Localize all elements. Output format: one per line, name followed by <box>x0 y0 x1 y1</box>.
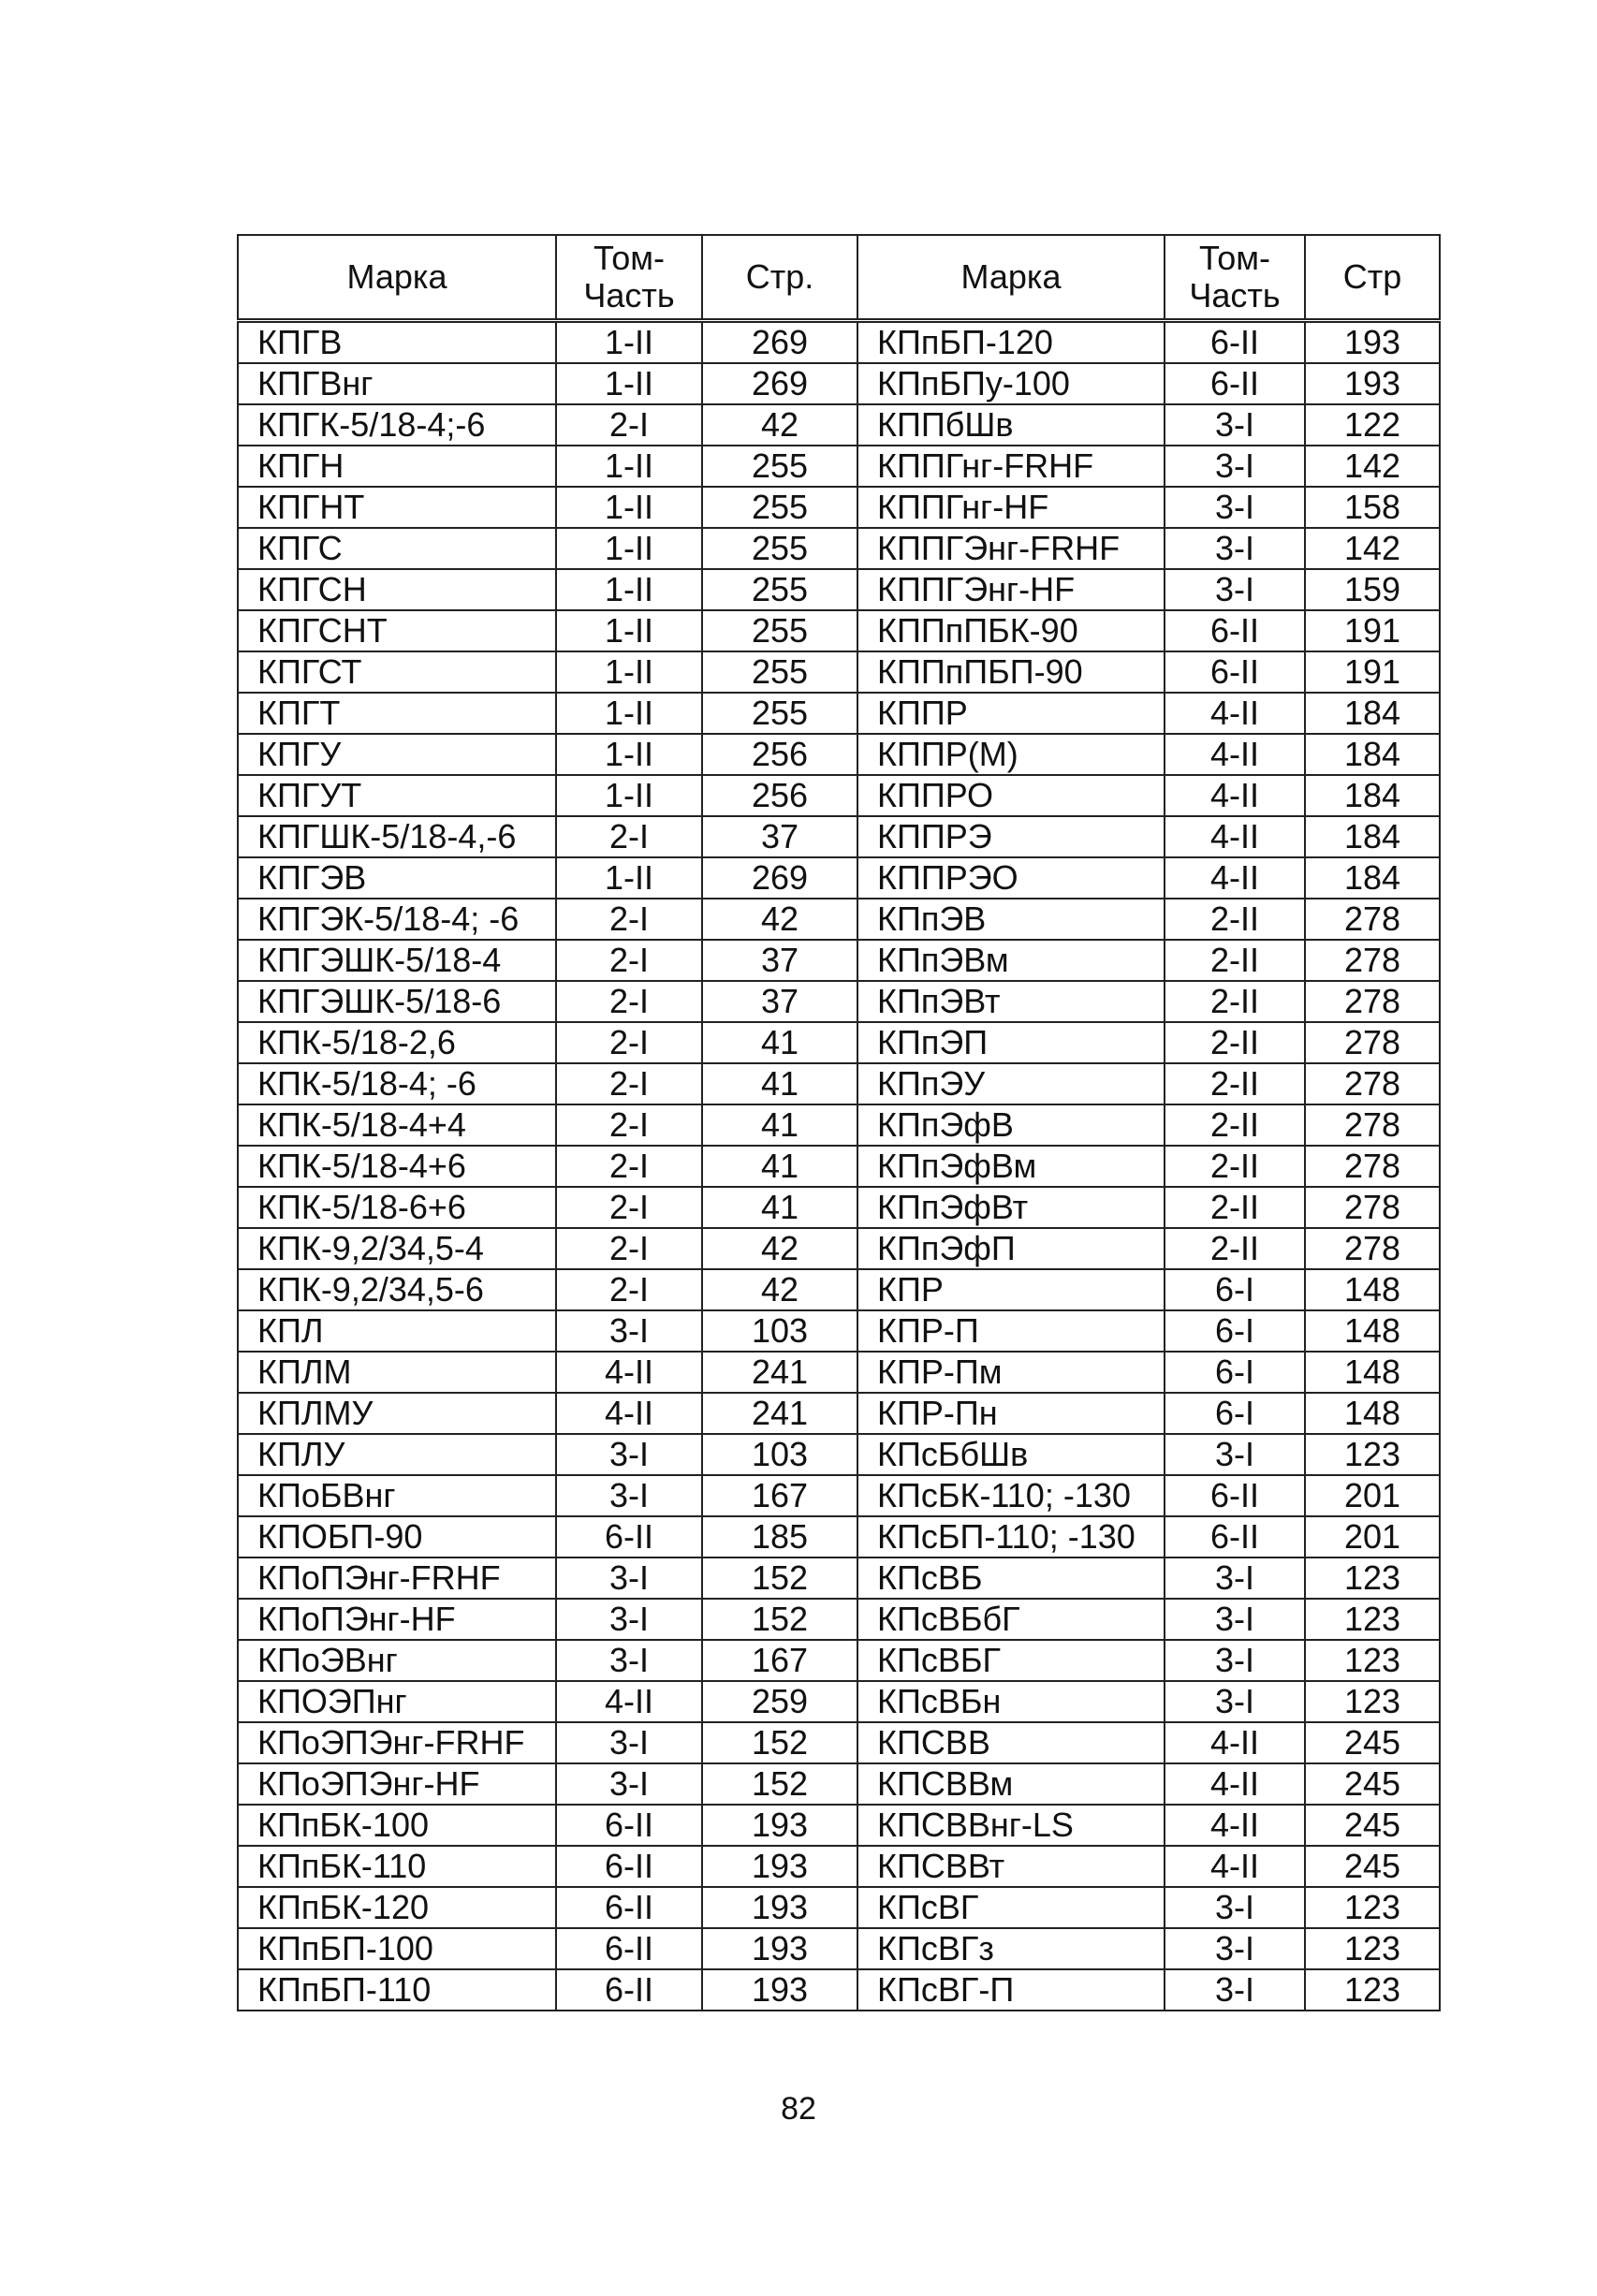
table-row <box>238 1763 1440 1805</box>
cell-page: 256 <box>702 775 857 816</box>
cell-volume-part: 2-II <box>1165 1187 1305 1228</box>
cell-mark: КПК-5/18-4+6 <box>238 1146 556 1187</box>
cell-page: 184 <box>1305 816 1440 857</box>
cell-page: 167 <box>702 1475 857 1516</box>
cell-mark: КПГН <box>238 446 556 487</box>
cell-page: 41 <box>702 1022 857 1063</box>
cell-page: 259 <box>702 1681 857 1722</box>
cell-mark: КПпЭВм <box>857 940 1165 981</box>
cell-page: 123 <box>1305 1434 1440 1475</box>
cell-page: 269 <box>702 363 857 404</box>
cell-page: 41 <box>702 1187 857 1228</box>
table-row <box>238 1063 1440 1104</box>
cell-page: 152 <box>702 1722 857 1763</box>
table-row <box>238 1640 1440 1681</box>
cell-volume-part: 4-II <box>556 1393 702 1434</box>
table-row <box>238 1022 1440 1063</box>
cell-volume-part: 4-II <box>1165 734 1305 775</box>
cell-mark: КПК-5/18-4; -6 <box>238 1063 556 1104</box>
cell-volume-part: 6-II <box>556 1887 702 1928</box>
cell-volume-part: 3-I <box>1165 404 1305 446</box>
cell-page: 245 <box>1305 1722 1440 1763</box>
cell-page: 37 <box>702 816 857 857</box>
cell-volume-part: 3-I <box>1165 1887 1305 1928</box>
cell-mark: КПпБК-100 <box>238 1805 556 1846</box>
cell-mark: КПГНТ <box>238 487 556 528</box>
cell-volume-part: 3-I <box>556 1599 702 1640</box>
cell-mark: КПпБК-110 <box>238 1846 556 1887</box>
header-mark: Марка <box>238 235 556 321</box>
cell-mark: КПГВнг <box>238 363 556 404</box>
cell-volume-part: 6-II <box>556 1969 702 2011</box>
cell-page: 278 <box>1305 1104 1440 1146</box>
cell-mark: КПсВГ <box>857 1887 1165 1928</box>
cell-volume-part: 1-II <box>556 487 702 528</box>
cell-page: 42 <box>702 1228 857 1269</box>
cell-volume-part: 6-I <box>1165 1269 1305 1310</box>
table-row <box>238 1310 1440 1352</box>
cell-page: 152 <box>702 1557 857 1599</box>
cell-page: 123 <box>1305 1599 1440 1640</box>
cell-page: 255 <box>702 528 857 569</box>
cell-page: 193 <box>702 1887 857 1928</box>
cell-mark: КПР-Пн <box>857 1393 1165 1434</box>
cell-volume-part: 1-II <box>556 693 702 734</box>
cell-mark: КПСВВм <box>857 1763 1165 1805</box>
cell-page: 201 <box>1305 1475 1440 1516</box>
cell-page: 193 <box>702 1805 857 1846</box>
table-body <box>238 321 1440 2011</box>
cell-volume-part: 4-II <box>1165 1722 1305 1763</box>
cell-mark: КПК-9,2/34,5-4 <box>238 1228 556 1269</box>
cell-volume-part: 2-I <box>556 1022 702 1063</box>
cell-mark: КПпЭфП <box>857 1228 1165 1269</box>
cell-mark: КПпЭП <box>857 1022 1165 1063</box>
cell-mark: КПсВБбГ <box>857 1599 1165 1640</box>
cell-mark: КПГЭШК-5/18-4 <box>238 940 556 981</box>
cell-mark: КПсВГз <box>857 1928 1165 1969</box>
cell-mark: КПсВБГ <box>857 1640 1165 1681</box>
table-row <box>238 1846 1440 1887</box>
cell-volume-part: 3-I <box>1165 487 1305 528</box>
cell-mark: КПГЭК-5/18-4; -6 <box>238 899 556 940</box>
cell-mark: КППРЭ <box>857 816 1165 857</box>
table-row <box>238 775 1440 816</box>
cell-mark: КПЛМУ <box>238 1393 556 1434</box>
cell-volume-part: 2-I <box>556 899 702 940</box>
cell-page: 142 <box>1305 528 1440 569</box>
cell-page: 42 <box>702 1269 857 1310</box>
cell-volume-part: 3-I <box>1165 1681 1305 1722</box>
cell-volume-part: 4-II <box>1165 775 1305 816</box>
page-number: 82 <box>781 2091 816 2127</box>
cell-page: 245 <box>1305 1763 1440 1805</box>
cell-mark: КПоЭВнг <box>238 1640 556 1681</box>
table-row <box>238 899 1440 940</box>
table-row <box>238 1104 1440 1146</box>
table-row <box>238 1146 1440 1187</box>
cell-page: 103 <box>702 1310 857 1352</box>
table-row <box>238 857 1440 899</box>
cell-mark: КПпБК-120 <box>238 1887 556 1928</box>
cell-volume-part: 4-II <box>1165 816 1305 857</box>
table-row <box>238 1393 1440 1434</box>
cell-mark: КПОБП-90 <box>238 1516 556 1557</box>
cell-mark: КППбШв <box>857 404 1165 446</box>
cell-volume-part: 6-I <box>1165 1352 1305 1393</box>
cell-volume-part: 2-II <box>1165 981 1305 1022</box>
cell-mark: КПГСНТ <box>238 610 556 651</box>
cell-volume-part: 2-II <box>1165 1022 1305 1063</box>
cell-page: 142 <box>1305 446 1440 487</box>
cell-page: 278 <box>1305 940 1440 981</box>
table-row <box>238 693 1440 734</box>
cell-volume-part: 2-I <box>556 1104 702 1146</box>
cell-mark: КПсБбШв <box>857 1434 1165 1475</box>
cell-mark: КППГнг-HF <box>857 487 1165 528</box>
cell-page: 184 <box>1305 693 1440 734</box>
table-row <box>238 446 1440 487</box>
cell-page: 185 <box>702 1516 857 1557</box>
cell-volume-part: 3-I <box>1165 1640 1305 1681</box>
cell-mark: КППР <box>857 693 1165 734</box>
cell-page: 123 <box>1305 1887 1440 1928</box>
table-row <box>238 487 1440 528</box>
cell-page: 255 <box>702 693 857 734</box>
cell-volume-part: 6-II <box>1165 321 1305 364</box>
cell-mark: КПЛУ <box>238 1434 556 1475</box>
cell-mark: КПГЭШК-5/18-6 <box>238 981 556 1022</box>
cell-mark: КПК-5/18-6+6 <box>238 1187 556 1228</box>
cell-mark: КППГЭнг-HF <box>857 569 1165 610</box>
cell-mark: КППГЭнг-FRHF <box>857 528 1165 569</box>
cell-page: 255 <box>702 610 857 651</box>
cell-page: 191 <box>1305 610 1440 651</box>
cell-mark: КПпЭВт <box>857 981 1165 1022</box>
cell-page: 255 <box>702 569 857 610</box>
cell-page: 152 <box>702 1599 857 1640</box>
cell-volume-part: 2-I <box>556 1146 702 1187</box>
table-row <box>238 940 1440 981</box>
cell-page: 193 <box>1305 321 1440 364</box>
table-row <box>238 1269 1440 1310</box>
cell-mark: КПсБК-110; -130 <box>857 1475 1165 1516</box>
cell-mark: КПоПЭнг-FRHF <box>238 1557 556 1599</box>
cell-volume-part: 1-II <box>556 528 702 569</box>
cell-page: 37 <box>702 940 857 981</box>
table-row <box>238 816 1440 857</box>
header-row <box>238 235 1440 321</box>
cell-volume-part: 1-II <box>556 775 702 816</box>
table-row <box>238 363 1440 404</box>
cell-volume-part: 2-I <box>556 1187 702 1228</box>
cell-mark: КПГУТ <box>238 775 556 816</box>
cell-mark: КПГВ <box>238 321 556 364</box>
cell-mark: КПГК-5/18-4;-6 <box>238 404 556 446</box>
cell-volume-part: 1-II <box>556 857 702 899</box>
cell-mark: КППРЭО <box>857 857 1165 899</box>
cell-volume-part: 4-II <box>1165 857 1305 899</box>
cell-mark: КПГСТ <box>238 651 556 693</box>
cell-mark: КППГнг-FRHF <box>857 446 1165 487</box>
table-row <box>238 610 1440 651</box>
cell-page: 148 <box>1305 1393 1440 1434</box>
cell-mark: КППР(М) <box>857 734 1165 775</box>
cell-mark: КПпБП-110 <box>238 1969 556 2011</box>
cell-page: 278 <box>1305 1063 1440 1104</box>
cell-volume-part: 3-I <box>556 1475 702 1516</box>
cell-page: 148 <box>1305 1352 1440 1393</box>
cell-mark: КППРО <box>857 775 1165 816</box>
cell-volume-part: 3-I <box>556 1434 702 1475</box>
header-page-2: Стр <box>1305 235 1440 321</box>
cell-page: 193 <box>702 1846 857 1887</box>
table-row <box>238 1887 1440 1928</box>
cell-mark: КПсВБ <box>857 1557 1165 1599</box>
cell-volume-part: 6-II <box>556 1846 702 1887</box>
cell-page: 41 <box>702 1063 857 1104</box>
cell-mark: КПГЭВ <box>238 857 556 899</box>
cell-page: 278 <box>1305 1228 1440 1269</box>
cell-page: 123 <box>1305 1681 1440 1722</box>
cell-volume-part: 1-II <box>556 734 702 775</box>
table-row <box>238 1722 1440 1763</box>
cell-page: 245 <box>1305 1805 1440 1846</box>
cell-volume-part: 1-II <box>556 610 702 651</box>
table-row <box>238 1805 1440 1846</box>
cell-page: 123 <box>1305 1557 1440 1599</box>
cell-page: 123 <box>1305 1928 1440 1969</box>
cell-volume-part: 2-I <box>556 1063 702 1104</box>
table-row <box>238 1187 1440 1228</box>
cell-mark: КПСВВ <box>857 1722 1165 1763</box>
index-table <box>237 234 1441 2011</box>
cell-page: 191 <box>1305 651 1440 693</box>
cell-page: 42 <box>702 899 857 940</box>
cell-volume-part: 3-I <box>1165 528 1305 569</box>
table-row <box>238 734 1440 775</box>
cell-page: 278 <box>1305 1187 1440 1228</box>
cell-page: 184 <box>1305 857 1440 899</box>
table-row <box>238 1599 1440 1640</box>
table-row <box>238 321 1440 364</box>
cell-volume-part: 6-II <box>1165 363 1305 404</box>
table-row <box>238 1475 1440 1516</box>
cell-volume-part: 2-I <box>556 816 702 857</box>
table-row <box>238 404 1440 446</box>
cell-page: 148 <box>1305 1310 1440 1352</box>
cell-mark: КПпЭВ <box>857 899 1165 940</box>
cell-volume-part: 6-I <box>1165 1393 1305 1434</box>
cell-mark: КПГУ <box>238 734 556 775</box>
cell-page: 256 <box>702 734 857 775</box>
cell-volume-part: 2-II <box>1165 1228 1305 1269</box>
cell-page: 278 <box>1305 1022 1440 1063</box>
cell-page: 123 <box>1305 1640 1440 1681</box>
cell-page: 241 <box>702 1393 857 1434</box>
cell-volume-part: 2-I <box>556 1228 702 1269</box>
cell-volume-part: 3-I <box>1165 1434 1305 1475</box>
cell-volume-part: 2-I <box>556 940 702 981</box>
table-row <box>238 1681 1440 1722</box>
cell-volume-part: 3-I <box>1165 1928 1305 1969</box>
cell-volume-part: 6-II <box>556 1516 702 1557</box>
cell-volume-part: 1-II <box>556 651 702 693</box>
cell-volume-part: 1-II <box>556 321 702 364</box>
cell-mark: КПпБП-120 <box>857 321 1165 364</box>
cell-volume-part: 1-II <box>556 363 702 404</box>
cell-mark: КПпЭфВт <box>857 1187 1165 1228</box>
cell-volume-part: 1-II <box>556 446 702 487</box>
cell-page: 269 <box>702 857 857 899</box>
cell-mark: КПР-П <box>857 1310 1165 1352</box>
cell-volume-part: 2-II <box>1165 1104 1305 1146</box>
cell-page: 158 <box>1305 487 1440 528</box>
cell-mark: КПоЭПЭнг-HF <box>238 1763 556 1805</box>
cell-volume-part: 2-II <box>1165 940 1305 981</box>
cell-page: 41 <box>702 1104 857 1146</box>
cell-page: 269 <box>702 321 857 364</box>
cell-volume-part: 3-I <box>556 1722 702 1763</box>
cell-mark: КПК-5/18-2,6 <box>238 1022 556 1063</box>
cell-mark: КПоПЭнг-HF <box>238 1599 556 1640</box>
cell-page: 193 <box>702 1969 857 2011</box>
cell-mark: КПГТ <box>238 693 556 734</box>
cell-volume-part: 4-II <box>1165 1846 1305 1887</box>
cell-page: 245 <box>1305 1846 1440 1887</box>
table-row <box>238 1516 1440 1557</box>
cell-page: 41 <box>702 1146 857 1187</box>
cell-page: 278 <box>1305 1146 1440 1187</box>
cell-volume-part: 3-I <box>556 1557 702 1599</box>
cell-page: 201 <box>1305 1516 1440 1557</box>
cell-volume-part: 6-II <box>556 1928 702 1969</box>
cell-mark: КПпБП-100 <box>238 1928 556 1969</box>
header-volume-part: Том- Часть <box>556 235 702 321</box>
cell-volume-part: 3-I <box>1165 446 1305 487</box>
header-mark-2: Марка <box>857 235 1165 321</box>
cell-volume-part: 2-II <box>1165 1146 1305 1187</box>
cell-page: 159 <box>1305 569 1440 610</box>
cell-volume-part: 3-I <box>1165 1599 1305 1640</box>
cell-mark: КПсБП-110; -130 <box>857 1516 1165 1557</box>
cell-mark: КПГС <box>238 528 556 569</box>
cell-mark: КПсВБн <box>857 1681 1165 1722</box>
cell-mark: КПЛМ <box>238 1352 556 1393</box>
cell-mark: КПпЭУ <box>857 1063 1165 1104</box>
cell-volume-part: 6-II <box>556 1805 702 1846</box>
cell-volume-part: 6-II <box>1165 610 1305 651</box>
cell-page: 184 <box>1305 734 1440 775</box>
table-row <box>238 1434 1440 1475</box>
cell-page: 184 <box>1305 775 1440 816</box>
cell-mark: КПсВГ-П <box>857 1969 1165 2011</box>
cell-volume-part: 2-II <box>1165 899 1305 940</box>
table-row <box>238 1557 1440 1599</box>
cell-page: 167 <box>702 1640 857 1681</box>
table-row <box>238 651 1440 693</box>
cell-page: 193 <box>702 1928 857 1969</box>
cell-mark: КПпЭфВм <box>857 1146 1165 1187</box>
cell-page: 255 <box>702 446 857 487</box>
cell-mark: КПпБПу-100 <box>857 363 1165 404</box>
cell-mark: КПЛ <box>238 1310 556 1352</box>
cell-mark: КПГШК-5/18-4,-6 <box>238 816 556 857</box>
cell-volume-part: 4-II <box>1165 1805 1305 1846</box>
cell-page: 193 <box>1305 363 1440 404</box>
cell-mark: КПоЭПЭнг-FRHF <box>238 1722 556 1763</box>
table-row <box>238 981 1440 1022</box>
cell-volume-part: 4-II <box>556 1352 702 1393</box>
cell-page: 241 <box>702 1352 857 1393</box>
header-volume-part-2: Том- Часть <box>1165 235 1305 321</box>
cell-mark: КПР <box>857 1269 1165 1310</box>
cell-page: 42 <box>702 404 857 446</box>
cell-page: 37 <box>702 981 857 1022</box>
cell-page: 148 <box>1305 1269 1440 1310</box>
cell-volume-part: 6-II <box>1165 1475 1305 1516</box>
cell-mark: КПК-9,2/34,5-6 <box>238 1269 556 1310</box>
table-row <box>238 528 1440 569</box>
cell-mark: КПГСН <box>238 569 556 610</box>
cell-page: 152 <box>702 1763 857 1805</box>
cell-volume-part: 4-II <box>1165 693 1305 734</box>
cell-volume-part: 4-II <box>556 1681 702 1722</box>
cell-volume-part: 2-I <box>556 1269 702 1310</box>
cell-volume-part: 3-I <box>1165 1557 1305 1599</box>
cell-volume-part: 3-I <box>556 1640 702 1681</box>
cell-volume-part: 3-I <box>1165 1969 1305 2011</box>
cell-mark: КПпЭфВ <box>857 1104 1165 1146</box>
cell-mark: КППпПБП-90 <box>857 651 1165 693</box>
cell-page: 278 <box>1305 899 1440 940</box>
table-row <box>238 1352 1440 1393</box>
cell-mark: КППпПБК-90 <box>857 610 1165 651</box>
cell-page: 103 <box>702 1434 857 1475</box>
cell-page: 123 <box>1305 1969 1440 2011</box>
cell-mark: КПР-Пм <box>857 1352 1165 1393</box>
cell-mark: КПСВВт <box>857 1846 1165 1887</box>
cell-page: 255 <box>702 651 857 693</box>
cell-page: 278 <box>1305 981 1440 1022</box>
table-row <box>238 1928 1440 1969</box>
cell-page: 122 <box>1305 404 1440 446</box>
table-row <box>238 1228 1440 1269</box>
cell-volume-part: 2-I <box>556 404 702 446</box>
cell-mark: КПСВВнг-LS <box>857 1805 1165 1846</box>
cell-volume-part: 6-II <box>1165 1516 1305 1557</box>
cell-page: 255 <box>702 487 857 528</box>
cell-mark: КПоБВнг <box>238 1475 556 1516</box>
cell-volume-part: 2-I <box>556 981 702 1022</box>
table-row <box>238 1969 1440 2011</box>
cell-volume-part: 3-I <box>556 1763 702 1805</box>
cell-volume-part: 1-II <box>556 569 702 610</box>
cell-volume-part: 4-II <box>1165 1763 1305 1805</box>
table-row <box>238 569 1440 610</box>
cell-volume-part: 3-I <box>1165 569 1305 610</box>
cell-mark: КПК-5/18-4+4 <box>238 1104 556 1146</box>
cell-volume-part: 6-I <box>1165 1310 1305 1352</box>
cell-volume-part: 6-II <box>1165 651 1305 693</box>
cell-volume-part: 3-I <box>556 1310 702 1352</box>
cell-volume-part: 2-II <box>1165 1063 1305 1104</box>
cell-mark: КПОЭПнг <box>238 1681 556 1722</box>
header-page: Стр. <box>702 235 857 321</box>
